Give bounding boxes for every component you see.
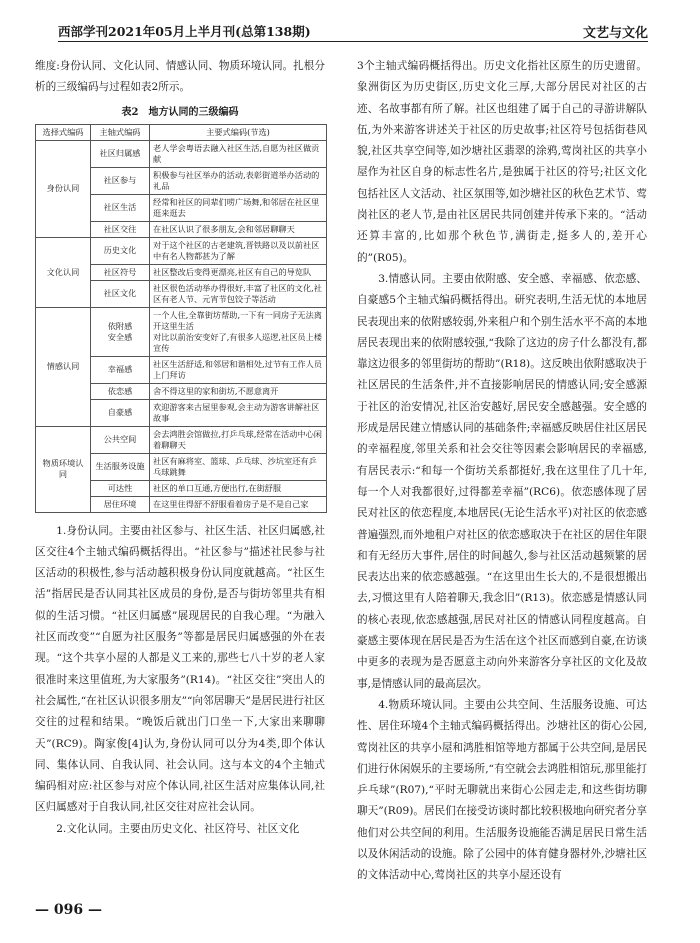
- open-code-cell: 老人学会粤语去融入社区生活,自愿为社区做贡献: [150, 140, 327, 167]
- open-code-cell: 在这里住得舒不舒服看着房子是不是自己家: [150, 496, 327, 512]
- open-code-cell: 会去鸿胜会馆做拉,打乒乓球,经常在活动中心闲着聊聊天: [150, 426, 327, 453]
- header-rule: [58, 41, 648, 42]
- journal-title: 西部学刊2021年05月上半月刊(总第138期): [58, 24, 311, 39]
- body-paragraph: 2.文化认同。主要由历史文化、社区符号、社区文化: [56, 822, 300, 835]
- open-code-cell: 社区很色活动举办得很好,丰富了社区的文化,社区有老人节、元宵节包饺子等活动: [150, 280, 327, 307]
- open-code-cell: 舍不得这里的家和街坊,不愿意离开: [150, 383, 327, 399]
- open-code-cell: 社区有麻将室、篮球、乒乓球、沙坑室还有乒乓球跳舞: [150, 453, 327, 480]
- left-paragraphs: [35, 521, 325, 840]
- body-paragraph: 3.情感认同。主要由依附感、安全感、幸福感、依恋感、自豪感5个主轴式编码概括得出。研究表明,生活无忧的本地居民表现出来的依附感较弱,外来租户和个别生活水平不高的本地居民表现出来的依附感较强,“我除了这边的房子什么都没有,都靠这边很多的邻里街坊的帮助”(R18)。这反映出依附感取决于社区居民的生活条件,并不直接影响居民的情感认同;安全感源于社区的治安情况,社区治安越好,居民安全感越强。安全感的形成是居民建立情感认同的基础条件;幸福感反映居住社区居民的幸福程度,邻里关系和社会交往等因素会影响居民的幸福感,有居民表示:“和每一个街坊关系都挺好,我在这里住了几十年,每一个人对我都很好,过得都差幸福”(RC6)。依恋感体现了居民对社区的依恋程度,本地居民(无论生活水平)对社区的依恋感普遍强烈,而外地租户对社区的依恋感取决于在社区的居住年限和有无经历大事件,居住的时间越久,参与社区活动越频繁的居民表达出来的依恋感越强。“在这里出生长大的,不是很想搬出去,习惯这里有人陪着聊天,我念旧”(R13)。依恋感是情感认同的核心表现,依恋感越强,居民对社区的情感认同程度越高。自豪感主要体现在居民是否为生活在这个社区而感到自豪,在访谈中更多的表现为是否愿意主动向外来游客分享社区的文化及故事,是情感认同的最高层次。: [357, 272, 647, 690]
- axial-code-cell: 自豪感: [91, 399, 150, 426]
- axial-code-cell: 社区参与: [91, 167, 150, 194]
- table-row: [36, 237, 327, 264]
- table-header-row: [36, 124, 327, 140]
- open-code-cell: 积极参与社区举办的活动,表彰街道举办活动的礼品: [150, 167, 327, 194]
- selective-code-cell: 身份认同: [36, 140, 91, 237]
- body-paragraph: 4.物质环境认同。主要由公共空间、生活服务设施、可达性、居住环境4个主轴式编码概括得出。沙塘社区的街心公园,莺岗社区的共享小屋和鸿胜相馆等地方都属于公共空间,是居民们进行休闲娱乐的主要场所,“有空就会去鸿胜相馆玩,那里能打乒乓球”(R07),“平时无聊就出来街心公园走走,和这些街坊聊聊天”(R09)。居民们在接受访谈时都比较积极地向研究者分享他们对公共空间的利用。生活服务设施能否满足居民日常生活以及休闲活动的设施。除了公园中的体育健身器材外,沙塘社区的文体活动中心,莺岗社区的共享小屋还设有: [357, 698, 647, 882]
- open-code-cell: 社区整改后变得更漂亮,社区有自己的导览队: [150, 264, 327, 280]
- body-paragraph: 1.身份认同。主要由社区参与、社区生活、社区归属感,社区交往4个主轴式编码概括得出。“社区参与”描述社民参与社区活动的积极性,参与活动越积极身份认同度就越高。“社区生活”指居民是否认同其社区成员的身份,是否与街坊邻里共有相似的生活习惯。“社区归属感”展现居民的自我心理。“为融入社区而改变”“自愿为社区服务”等都是居民归属感强的外在表现。“这个共享小屋的人都是义工来的,那些七八十岁的老人家很准时来这里值班,为大家服务”(R14)。“社区交往”突出人的社会属性,“在社区认识很多朋友”“向邻居聊天”是居民进行社区交往的过程和结果。“晚饭后就出门口坐一下,大家出来聊聊天”(RC9)。陶家俊[4]认为,身份认同可以分为4类,即个体认同、集体认同、自我认同、社会认同。这与本文的4个主轴式编码相对应:社区参与对应个体认同,社区生活对应集体认同,社区归属感对于自我认同,社区交往对应社会认同。: [35, 524, 325, 814]
- selective-code-cell: 物质环境认同: [36, 426, 91, 512]
- open-code-cell: 社区的单口互通,方便出行,在街舒服: [150, 480, 327, 496]
- axial-code-cell: 历史文化: [91, 237, 150, 264]
- axial-code-cell: 生活服务设施: [91, 453, 150, 480]
- axial-code-cell: 社区文化: [91, 280, 150, 307]
- header-axial: 主轴式编码: [91, 124, 150, 140]
- selective-code-cell: 文化认同: [36, 237, 91, 307]
- open-code-cell: 欢迎游客来古屋里参观,会主动为游客讲解社区故事: [150, 399, 327, 426]
- axial-code-cell: 社区归属感: [91, 140, 150, 167]
- axial-code-cell: 社区符号: [91, 264, 150, 280]
- axial-code-cell: 依附感 安全感: [91, 307, 150, 356]
- axial-code-cell: 社区生活: [91, 194, 150, 221]
- right-column: [357, 56, 647, 887]
- table-row: [36, 307, 327, 356]
- axial-code-cell: 公共空间: [91, 426, 150, 453]
- table-body: [36, 140, 327, 512]
- open-code-cell: 社区生活舒适,和邻居和谐相处,过节有工作人员上门拜访: [150, 356, 327, 383]
- axial-code-cell: 居住环境: [91, 496, 150, 512]
- selective-code-cell: 情感认同: [36, 307, 91, 426]
- axial-code-cell: 社区交往: [91, 221, 150, 237]
- right-paragraphs: [357, 56, 647, 887]
- open-code-cell: 经常和社区的同辈们唠广场舞,和邻居在社区里逛来逛去: [150, 194, 327, 221]
- left-column: [35, 56, 325, 840]
- axial-code-cell: 可达性: [91, 480, 150, 496]
- table-row: [36, 140, 327, 167]
- open-code-cell: 在社区认识了很多朋友,会和邻居聊聊天: [150, 221, 327, 237]
- header-open: 主要式编码(节选): [150, 124, 327, 140]
- table-caption: 表2 地方认同的三级编码: [121, 106, 239, 118]
- axial-code-cell: 依恋感: [91, 383, 150, 399]
- open-code-cell: 一个人住,全靠街坊帮助,一下有一同房子无法离开这里生活 对比以前治安变好了,有很多人巡逻,社区员上楼宣传: [150, 307, 327, 356]
- header-selective: 选择式编码: [36, 124, 91, 140]
- coding-table: [35, 124, 327, 513]
- open-code-cell: 对于这个社区的古老建筑,晋铁路以及以前社区中有名人物都甚为了解: [150, 237, 327, 264]
- intro-paragraph: 维度:身份认同、文化认同、情感认同、物质环境认同。扎根分析的三级编码与过程如表2所示。: [35, 60, 325, 94]
- table-row: [36, 426, 327, 453]
- section-title: 文艺与文化: [582, 26, 648, 41]
- page-number: — 096 —: [35, 902, 102, 918]
- body-paragraph: 3个主轴式编码概括得出。历史文化指社区原生的历史遗留。象洲街区为历史街区,历史文化三厚,大部分居民对社区的古迹、名故事都有所了解。社区也组建了属于自己的寻游讲解队伍,为外来游客讲述关于社区的历史故事;社区符号包括街巷风貌,社区共享空间等,如沙塘社区翡翠的涂鸦,莺岗社区的共享小屋作为社区自身的标志性名片,是独属于社区的符号;社区文化包括社区人文活动、社区氛围等,如沙塘社区的秋色艺术节、莺岗社区的老人节,是由社区居民共同创建并传承下来的。“活动还算丰富的,比如那个秋色节,满街走,挺多人的,差开心的”(R05)。: [357, 60, 647, 264]
- axial-code-cell: 幸福感: [91, 356, 150, 383]
